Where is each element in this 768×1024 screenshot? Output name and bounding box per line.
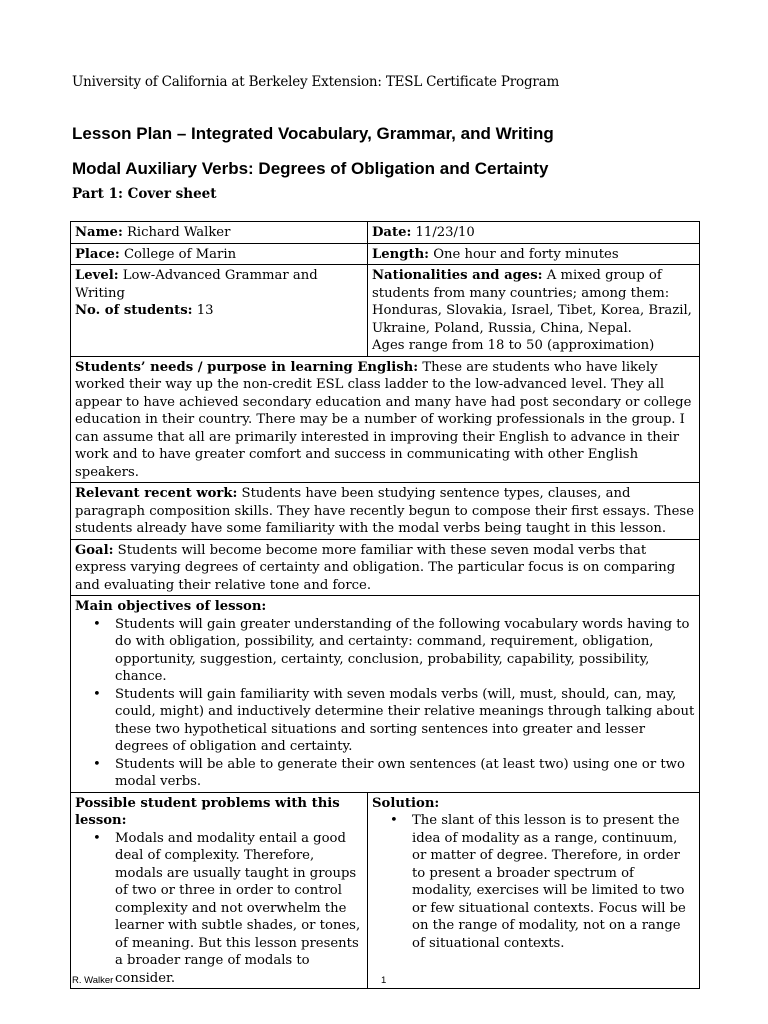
students-count-label: No. of students: — [75, 303, 193, 318]
name-label: Name: — [75, 225, 123, 240]
solution-list — [372, 812, 695, 952]
problems-cell — [71, 792, 368, 989]
table-row — [71, 243, 700, 265]
date-value: 11/23/10 — [411, 225, 475, 240]
length-value: One hour and forty minutes — [429, 246, 619, 262]
footer-author: R. Walker — [72, 975, 114, 986]
needs-label: Students’ needs / purpose in learning English: — [75, 359, 419, 375]
table-row — [71, 265, 700, 357]
needs-value: These are students who have likely worked their way up the non-credit ESL class ladder to the low-advanced level. They all appear to have achieved secondary education and many have had post secondary or college education in their country. There may be a number of working professionals in the group. I can assume that all are primarily interested in improving their English to advance in their work and to have greater comfort and success in communicating with other English speakers. — [75, 359, 692, 480]
table-row — [71, 483, 700, 540]
recent-work-label: Relevant recent work: — [75, 486, 238, 501]
level-value: Low-Advanced Grammar and Writing — [75, 268, 318, 301]
cover-sheet-table — [70, 221, 700, 989]
nationalities-label: Nationalities and ages: — [372, 268, 543, 283]
list-item: • Students will gain familiarity with seven modals verbs (will, must, should, can, may, could, might) and inductively determine their relative meanings through talking about these two hypothetical situations and sorting sentences into greater and lesser degrees of obligation and certainty. — [115, 686, 695, 756]
solution-cell — [368, 792, 700, 989]
list-item: • Students will be able to generate their own sentences (at least two) using one or two modal verbs. — [115, 756, 695, 791]
page-number: 1 — [381, 975, 387, 986]
nationalities-cell — [368, 265, 700, 357]
needs-cell — [71, 356, 700, 483]
length-label: Length: — [372, 246, 430, 262]
list-item: • Students will gain greater understanding of the following vocabulary words having to do with obligation, possibility, and certainty: command, requirement, obligation, opportunity, suggestion, certainty, conclusion, probability, capability, possibility, chance. — [115, 616, 695, 686]
ages-value: Ages range from 18 to 50 (approximation) — [372, 338, 655, 353]
list-item: • Modals and modality entail a good deal of complexity. Therefore, modals are usually taught in groups of two or three in order to control complexity and not overwhelm the learner with subtle shades, or tones, of meaning. But this lesson presents a broader range of modals to consider. — [115, 830, 363, 988]
solution-label: Solution: — [372, 795, 440, 811]
place-label: Place: — [75, 246, 120, 262]
level-label: Level: — [75, 268, 119, 283]
place-cell — [71, 243, 368, 265]
table-row — [71, 356, 700, 483]
date-label: Date: — [372, 225, 412, 240]
part-heading: Part 1: Cover sheet — [72, 186, 217, 202]
name-cell — [71, 222, 368, 244]
date-cell — [368, 222, 700, 244]
goal-value: Students will become become more familiar with these seven modal verbs that express varying degrees of certainty and obligation. The particular focus is on comparing and evaluating their relative tone and force. — [75, 542, 676, 593]
table-row — [71, 792, 700, 989]
name-value: Richard Walker — [122, 225, 231, 240]
program-header: University of California at Berkeley Extension: TESL Certificate Program — [72, 74, 560, 90]
goal-cell — [71, 539, 700, 596]
objectives-list — [75, 616, 695, 791]
goal-label: Goal: — [75, 542, 114, 558]
objectives-label: Main objectives of lesson: — [75, 599, 267, 614]
table-row — [71, 539, 700, 596]
problems-label: Possible student problems with this lesson: — [75, 795, 340, 828]
place-value: College of Marin — [119, 246, 237, 262]
students-count-value: 13 — [192, 303, 214, 318]
length-cell — [368, 243, 700, 265]
table-row — [71, 222, 700, 244]
lesson-plan-title: Lesson Plan – Integrated Vocabulary, Grammar, and Writing — [72, 124, 554, 143]
table-row — [71, 596, 700, 793]
objectives-cell — [71, 596, 700, 793]
nationalities-value: A mixed group of students from many countries; among them: Honduras, Slovakia, Israel, Tibet, Korea, Brazil, Ukraine, Poland, Russia, China, Nepal. — [372, 268, 692, 336]
recent-work-value: Students have been studying sentence types, clauses, and paragraph composition skills. They have recently begun to compose their first essays. These students already have some familiarity with the modal verbs being taught in this lesson. — [75, 486, 695, 536]
level-cell — [71, 265, 368, 357]
problems-list — [75, 830, 363, 988]
recent-work-cell — [71, 483, 700, 540]
lesson-subtitle: Modal Auxiliary Verbs: Degrees of Obligation and Certainty — [72, 159, 549, 178]
list-item: • The slant of this lesson is to present the idea of modality as a range, continuum, or matter of degree. Therefore, in order to present a broader spectrum of modality, exercises will be limited to two or few situational contexts. Focus will be on the range of modality, not on a range of situational contexts. — [412, 812, 695, 952]
